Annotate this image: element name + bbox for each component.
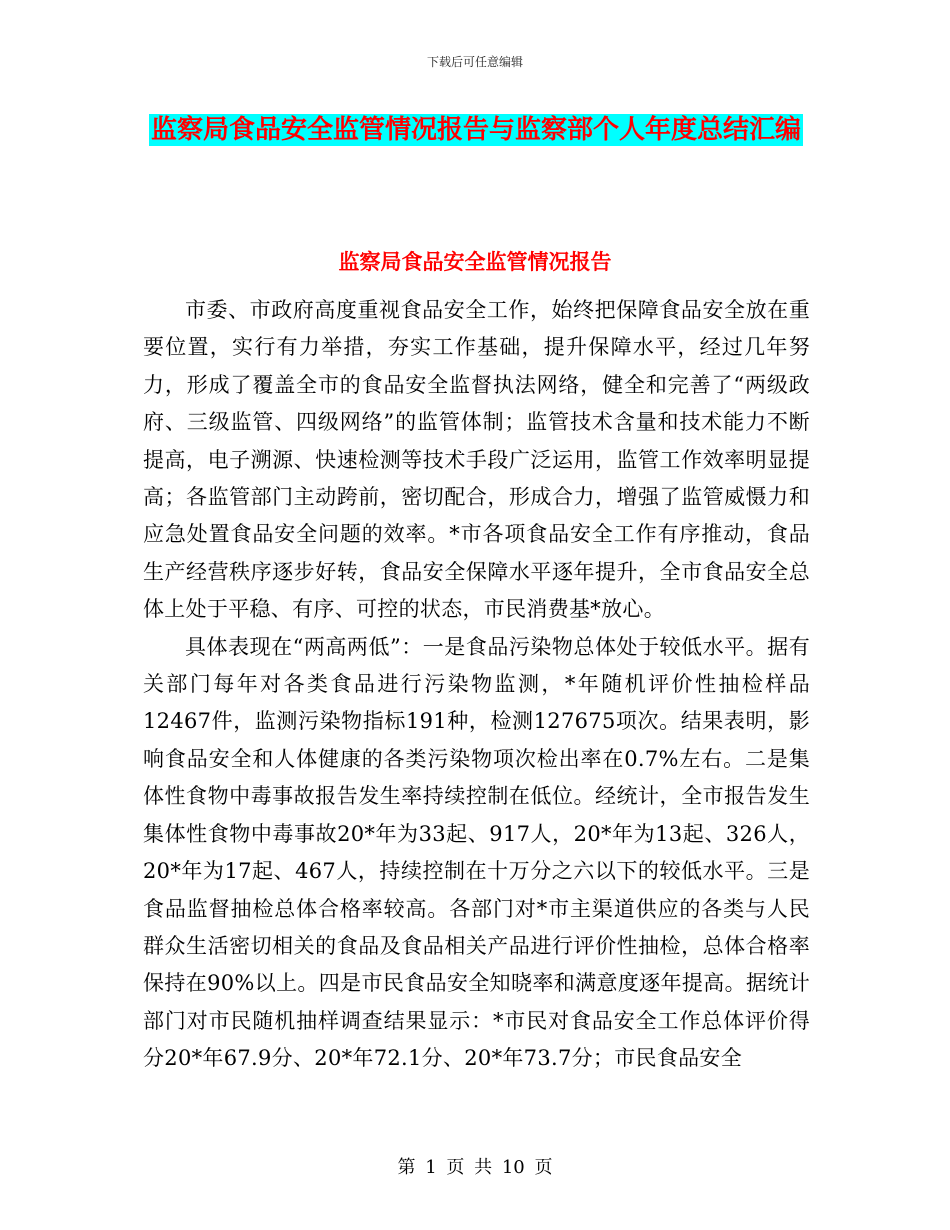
page-number-footer: 第 1 页 共 10 页 — [397, 1157, 553, 1178]
document-body — [143, 292, 810, 1078]
section-title: 监察局食品安全监管情况报告 — [338, 250, 612, 274]
body-paragraph-1: 市委、市政府高度重视食品安全工作，始终把保障食品安全放在重要位置，实行有力举措，夯实工作基础，提升保障水平，经过几年努力，形成了覆盖全市的食品安全监督执法网络，健全和完善了“两级政府、三级监管、四级网络”的监管体制；监管技术含量和技术能力不断提高，电子溯源、快速检测等技术手段广泛运用，监管工作效率明显提高；各监管部门主动跨前，密切配合，形成合力，增强了监管威慑力和应急处置食品安全问题的效率。*市各项食品安全工作有序推动，食品生产经营秩序逐步好转，食品安全保障水平逐年提升，全市食品安全总体上处于平稳、有序、可控的状态，市民消费基*放心。 — [143, 298, 810, 622]
document-title-text: 监察局食品安全监管情况报告与监察部个人年度总结汇编 — [150, 115, 801, 145]
document-title — [142, 108, 810, 152]
page-header-note: 下载后可任意编辑 — [426, 55, 523, 69]
body-paragraph-2: 具体表现在“两高两低”：一是食品污染物总体处于较低水平。据有关部门每年对各类食品进行污染物监测，*年随机评价性抽检样品12467件，监测污染物指标191种，检测127675项次。结果表明，影响食品安全和人体健康的各类污染物项次检出率在0.7%左右。二是集体性食物中毒事故报告发生率持续控制在低位。经统计，全市报告发生集体性食物中毒事故20*年为33起、917人，20*年为13起、326人，20*年为17起、467人，持续控制在十万分之六以下的较低水平。三是食品监督抽检总体合格率较高。各部门对*市主渠道供应的各类与人民群众生活密切相关的食品及食品相关产品进行评价性抽检，总体合格率保持在90%以上。四是市民食品安全知晓率和满意度逐年提高。据统计部门对市民随机抽样调查结果显示：*市民对食品安全工作总体评价得分20*年67.9分、20*年72.1分、20*年73.7分；市民食品安全 — [143, 634, 810, 1071]
